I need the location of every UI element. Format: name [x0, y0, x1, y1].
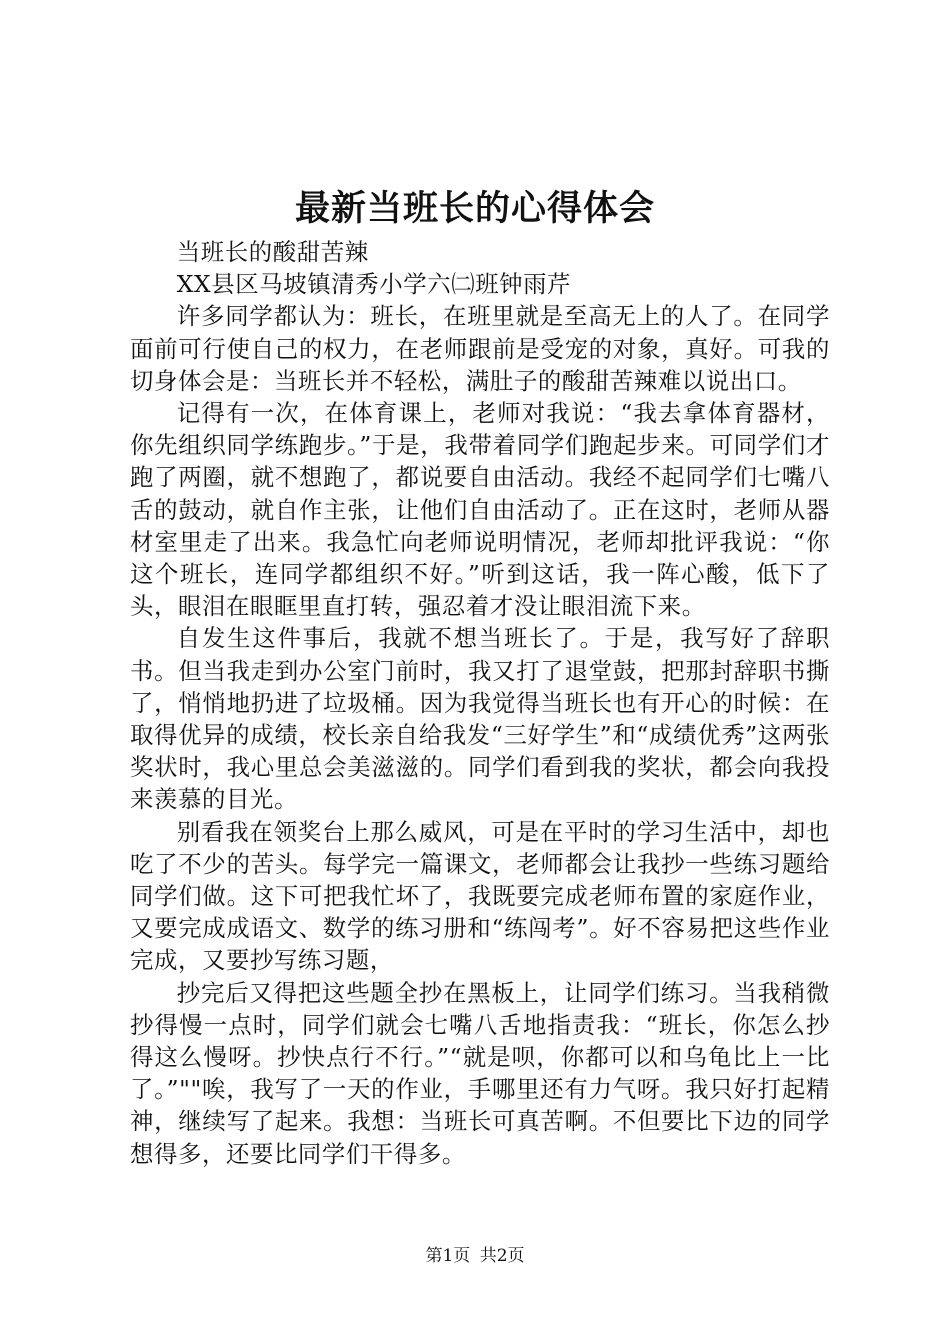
paragraph: 抄完后又得把这些题全抄在黑板上，让同学们练习。当我稍微抄得慢一点时，同学们就会七嘴八舌地指责我：“班长，你怎么抄得这么慢呀。抄快点行不行。”“就是呗，你都可以和乌龟比上一比了。”""唉，我写了一天的作业，手哪里还有力气呀。我只好打起精神，继续写了起来。我想：当班长可真苦啊。不但要比下边的同学想得多，还要比同学们干得多。	[130, 978, 830, 1168]
paragraph: 自发生这件事后，我就不想当班长了。于是，我写好了辞职书。但当我走到办公室门前时，我又打了退堂鼓，把那封辞职书撕了，悄悄地扔进了垃圾桶。因为我觉得当班长也有开心的时候：在取得优异的成绩，校长亲自给我发“三好学生”和“成绩优秀”这两张奖状时，我心里总会美滋滋的。同学们看到我的奖状，都会向我投来羡慕的目光。	[130, 624, 830, 814]
document-body	[130, 236, 830, 1170]
paragraph: 记得有一次，在体育课上，老师对我说：“我去拿体育器材，你先组织同学练跑步。”于是，我带着同学们跑起步来。可同学们才跑了两圈，就不想跑了，都说要自由活动。我经不起同学们七嘴八舌的鼓动，就自作主张，让他们自由活动了。正在这时，老师从器材室里走了出来。我急忙向老师说明情况，老师却批评我说：“你这个班长，连同学都组织不好。”听到这话，我一阵心酸，低下了头，眼泪在眼眶里直打转，强忍着才没让眼泪流下来。	[130, 399, 830, 621]
page-footer: 第1页 共2页	[425, 1246, 525, 1266]
author-line: XX县区马坡镇清秀小学六㈡班钟雨芹	[176, 270, 572, 299]
document-title: 最新当班长的心得体会	[294, 188, 655, 229]
essay-title-line: 当班长的酸甜苦辣	[176, 238, 369, 266]
paragraph: 别看我在领奖台上那么威风，可是在平时的学习生活中，却也吃了不少的苦头。每学完一篇课文，老师都会让我抄一些练习题给同学们做。这下可把我忙坏了，我既要完成老师布置的家庭作业，又要完成成语文、数学的练习册和“练闯考”。好不容易把这些作业完成，又要抄写练习题，	[130, 817, 830, 975]
paragraph: 许多同学都认为：班长，在班里就是至高无上的人了。在同学面前可行使自己的权力，在老师跟前是受宠的对象，真好。可我的切身体会是：当班长并不轻松，满肚子的酸甜苦辣难以说出口。	[130, 302, 830, 395]
